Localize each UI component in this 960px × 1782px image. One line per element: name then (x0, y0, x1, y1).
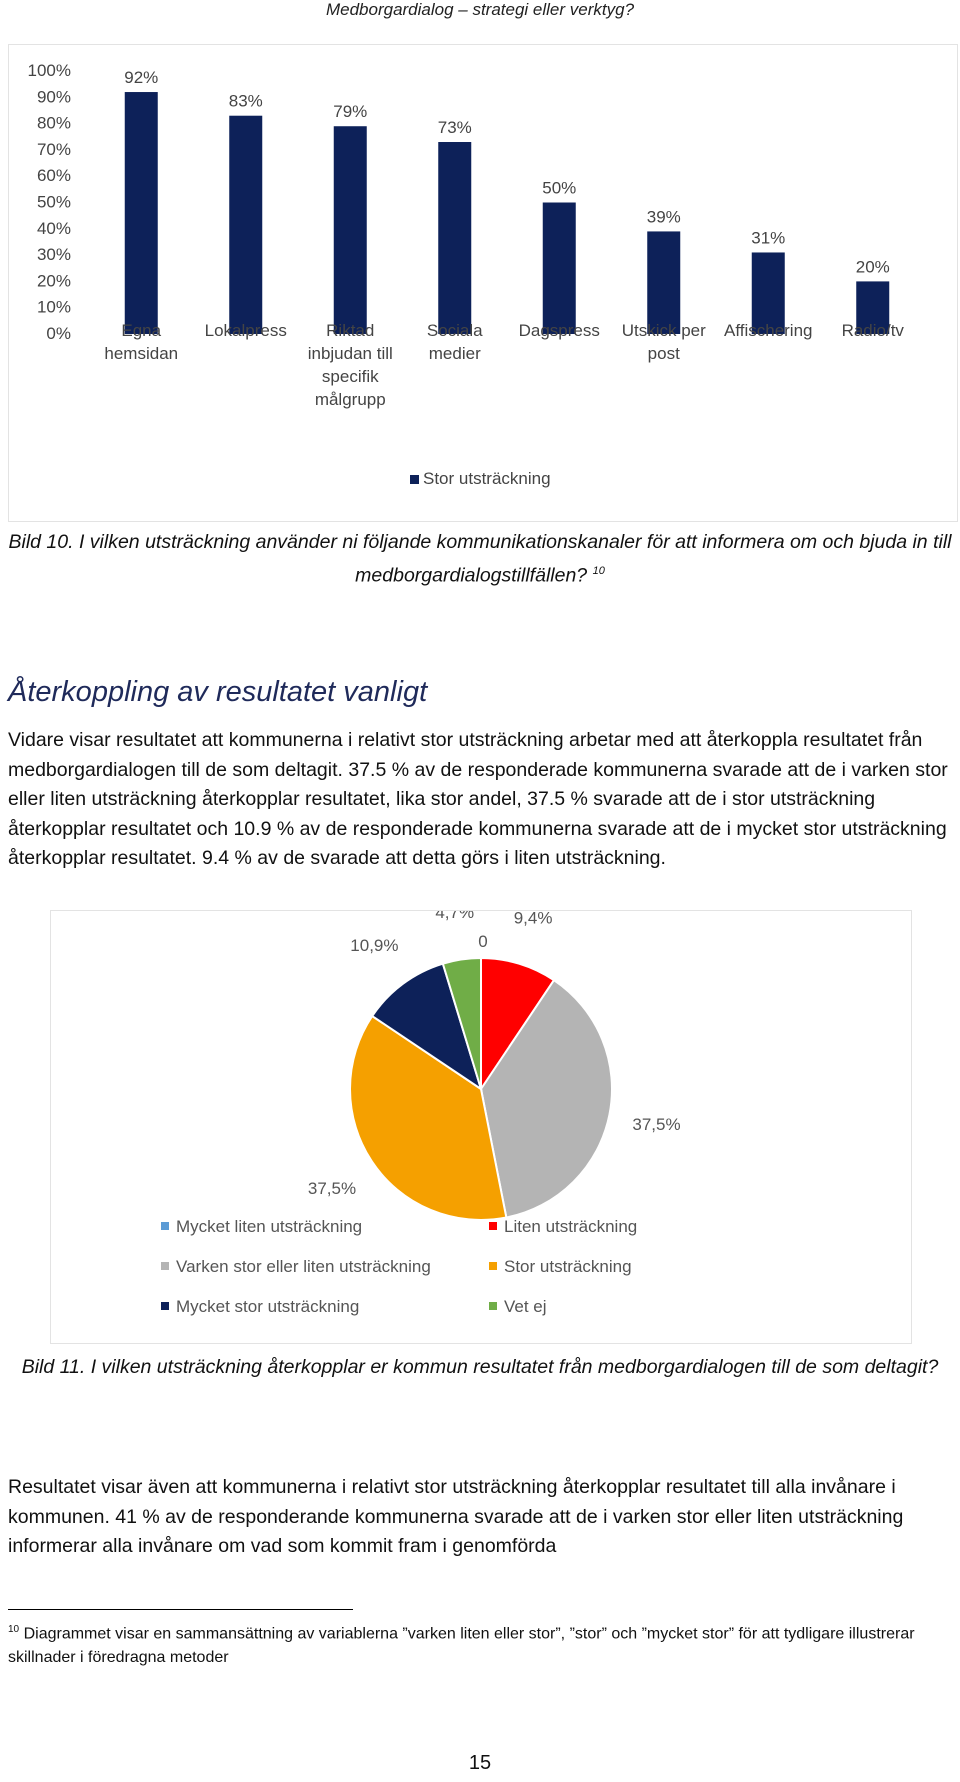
x-category-label-line: Dagspress (518, 321, 600, 340)
legend-swatch (161, 1302, 169, 1310)
legend-swatch (161, 1222, 169, 1230)
page-number: 15 (468, 1752, 492, 1774)
body-paragraph-2: Resultatet visar även att kommunerna i relativt stor utsträckning återkopplar resultatet till alla invånare i kommunen. 41 % av de responderande kommunerna svarade att de i varken stor eller liten utsträckning informerar alla invånare om vad som kommit fram i genomförda (8, 1476, 904, 1557)
x-category-label-line: specifik (321, 367, 379, 386)
pie-data-label: 4,7% (435, 911, 475, 922)
footnote (8, 1618, 952, 1670)
x-category-label-line: målgrupp (314, 390, 386, 409)
legend-label: Mycket liten utsträckning (176, 1217, 363, 1236)
caption-text: Bild 10. I vilken utsträckning använder ni följande kommunikationskanaler för att informera om och bjuda in till medborgardialogstillfällen? (8, 531, 952, 587)
pie-chart (50, 910, 912, 1344)
legend-swatch (489, 1302, 497, 1310)
x-category-label (842, 321, 905, 340)
x-category-label-line: Riktad (326, 321, 375, 340)
x-category-label-line: hemsidan (104, 344, 179, 363)
bar-value-label: 79% (333, 102, 368, 122)
y-tick-label: 30% (36, 245, 71, 265)
bar (334, 126, 367, 334)
pie-data-label: 10,9% (350, 936, 399, 956)
footnote-rule (8, 1609, 353, 1610)
running-header: Medborgardialog – strategi eller verktyg? (325, 0, 635, 19)
bar-value-label: 83% (228, 91, 263, 111)
bar-value-label: 92% (124, 68, 159, 88)
pie-data-label: 0 (478, 932, 488, 951)
y-tick-label: 40% (36, 218, 71, 238)
y-tick-label: 80% (36, 113, 71, 133)
bar-value-label: 20% (855, 257, 890, 277)
y-tick-label: 100% (27, 61, 71, 80)
bar-value-label: 31% (751, 228, 786, 248)
x-category-label-line: Utskick per (621, 321, 706, 340)
bar (229, 116, 262, 334)
x-category-label (308, 321, 393, 409)
x-category-label-line: inbjudan till (307, 344, 393, 363)
x-category-label (104, 321, 178, 363)
legend-label: Mycket stor utsträckning (176, 1297, 360, 1316)
x-category-label (427, 321, 483, 363)
figure-caption-bild-10 (8, 528, 952, 591)
footnote-number: 10 (8, 1624, 20, 1635)
legend-label: Stor utsträckning (504, 1257, 632, 1276)
y-tick-label: 90% (36, 87, 71, 107)
footnote-ref: 10 (592, 565, 605, 577)
pie-data-label: 9,4% (513, 911, 553, 928)
bar-value-label: 50% (542, 178, 577, 198)
legend-swatch (161, 1262, 169, 1270)
y-tick-label: 70% (36, 139, 71, 159)
legend-label: Stor utsträckning (423, 469, 551, 488)
bar (647, 231, 680, 334)
x-category-label-line: Lokalpress (204, 321, 287, 340)
x-category-label-line: Affischering (723, 321, 813, 340)
pie-data-label: 37,5% (632, 1115, 681, 1135)
legend-swatch (489, 1222, 497, 1230)
x-category-label (205, 321, 287, 340)
bar-value-label: 39% (646, 207, 681, 227)
legend-label: Vet ej (504, 1297, 547, 1316)
bar (125, 92, 158, 334)
y-tick-label: 10% (36, 297, 71, 317)
bar-chart-svg (9, 45, 957, 521)
section-heading: Återkoppling av resultatet vanligt (8, 676, 428, 708)
x-category-label-line: Radio/tv (841, 321, 904, 340)
legend-swatch (410, 475, 419, 484)
bar-value-label: 73% (437, 118, 472, 138)
legend-label: Liten utsträckning (504, 1217, 638, 1236)
x-category-label (519, 321, 600, 340)
pie-chart-svg (51, 911, 911, 1343)
legend-swatch (489, 1262, 497, 1270)
bar (543, 203, 576, 335)
y-tick-label: 20% (36, 271, 71, 291)
y-tick-label: 50% (36, 192, 71, 212)
x-category-label-line: post (647, 344, 680, 363)
x-category-label (622, 321, 706, 363)
pie-data-label: 37,5% (307, 1179, 357, 1199)
footnote-text: Diagrammet visar en sammansättning av variablerna ”varken liten eller stor”, ”stor” och ”mycket stor” för att tydligare illustrerar skillnader i föredragna metoder (8, 1625, 915, 1667)
legend-label: Varken stor eller liten utsträckning (176, 1257, 431, 1276)
y-tick-label: 60% (36, 166, 71, 186)
x-category-label-line: Egna (121, 321, 162, 340)
bar (438, 142, 471, 334)
x-category-label-line: medier (428, 344, 481, 363)
x-category-label (724, 321, 813, 340)
body-paragraph-1: Vidare visar resultatet att kommunerna i relativt stor utsträckning arbetar med att återkoppla resultatet från medborgardialogen till de som deltagit. 37.5 % av de responderade kommunerna svarade att de i varken stor eller liten utsträckning återkopplar resultatet, lika stor andel, 37.5 % svarade att de i stor utsträckning återkopplar resultatet och 10.9 % av de responderade kommunerna svarade att de i mycket stor utsträckning återkopplar resultatet. 9.4 % av de svarade att detta görs i liten utsträckning. (8, 729, 948, 869)
x-category-label-line: Sociala (426, 321, 483, 340)
figure-caption-bild-11: Bild 11. I vilken utsträckning återkopplar er kommun resultatet från medborgardialogen till de som deltagit? (21, 1356, 939, 1378)
bar-chart (8, 44, 958, 522)
y-tick-label: 0% (46, 324, 71, 343)
